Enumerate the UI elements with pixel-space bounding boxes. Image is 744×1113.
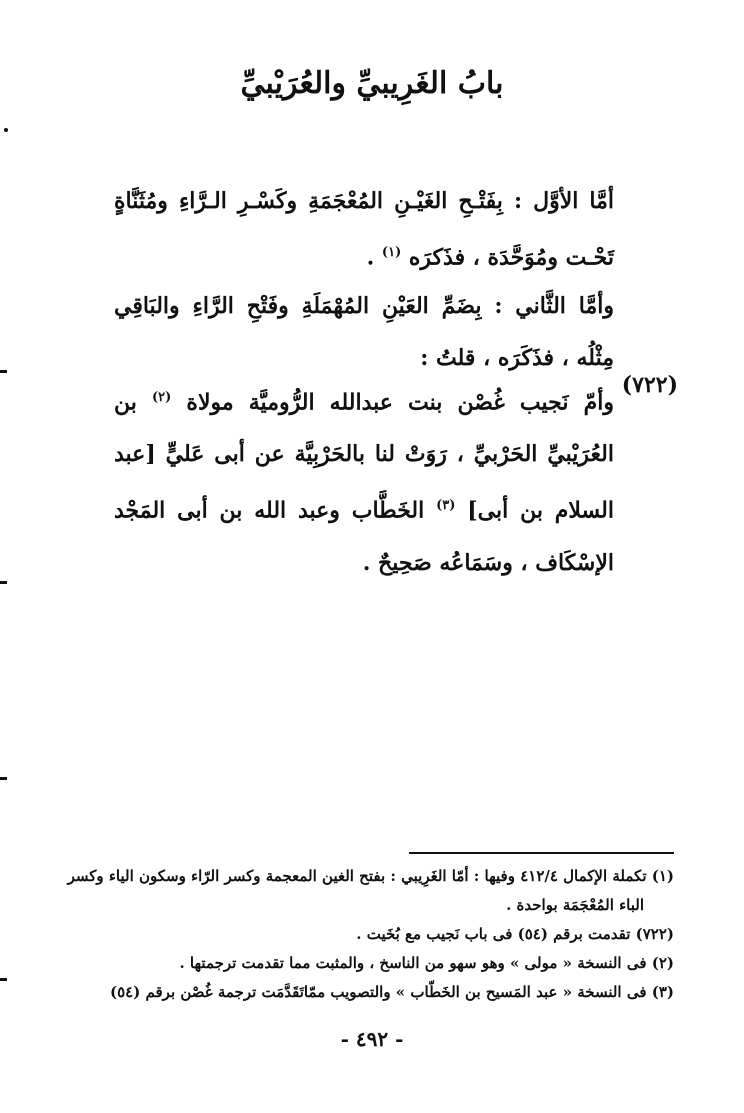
entry-text-part2: بن العُرَيْبيِّ الحَرْبيِّ ، رَوَتْ لنا بالحَرْبِيَّة عن أبى عَليٍّ [عبد السلام بن أبى] — [114, 389, 614, 524]
margin-mark — [0, 581, 7, 584]
footnote-ref-3: (٣) — [436, 498, 456, 514]
margin-mark — [0, 777, 7, 780]
footnote-ref-2: (٢) — [152, 390, 172, 405]
footnote-2: (٢) فى النسخة « مولى » وهو سهو من الناسخ ، والمثبت مما تقدمت ترجمتها . — [179, 954, 674, 972]
margin-mark — [0, 978, 7, 981]
paragraph-second-text: وأمَّا الثَّاني : بِضَمِّ العَيْنِ المُهْمَلَةِ وفَتْحِ الرَّاءِ والبَاقِي مِثْلُه ، فذَكَرَه ، قلتُ : — [114, 293, 614, 371]
margin-mark — [0, 370, 7, 373]
entry-text-part3: الخَطَّاب وعبد الله بن أبى المَجْد الإسْكَاف ، وسَمَاعُه صَحِيحٌ . — [114, 497, 614, 576]
footnote-1-line-2: الباء المُعْجَمَة بواحدة . — [506, 896, 644, 914]
paragraph-first — [114, 175, 614, 283]
footnote-1-line-1: (١) تكملة الإكمال ٤١٢/٤ وفيها : أمّا الغَرِيبي : بفتح الغين المعجمة وكسر الرّاء وسكون الياء وكسر — [67, 867, 674, 885]
footnotes — [44, 862, 674, 1007]
paragraph-first-end: . — [366, 244, 375, 271]
chapter-title: بابُ الغَرِيبيِّ والعُرَيْبيِّ — [240, 66, 504, 101]
footnote-ref-1: (١) — [381, 245, 402, 260]
footnote-divider — [409, 852, 674, 854]
footnote-3: (٣) فى النسخة « عبد المَسيح بن الخَطّاب » والتصويب ممّاتَقَدَّمَت ترجمة غُصْن برقم (٥٤) — [109, 983, 674, 1001]
entry-number: (٧٢٢) — [621, 372, 678, 398]
paragraph-first-text: أمَّا الأوَّل : بِفَتْـحِ الغَيْـنِ المُعْجَمَةِ وكَسْـرِ الـرَّاءِ ومُثَنَّاةٍ تَحْـت ومُوَحَّدَة ، فذَكرَه — [114, 188, 614, 271]
entry-body — [114, 372, 614, 589]
page-number: - ٤٩٢ - — [340, 1027, 404, 1051]
footnote-722: (٧٢٢) تقدمت برقم (٥٤) فى باب نَجيب مع بُخَيت . — [356, 925, 674, 943]
paragraph-second — [114, 280, 614, 384]
entry-text-part1: وأمّ نَجيب غُصْن بنت عبدالله الرُّوميَّة مولاة — [186, 389, 614, 416]
margin-mark — [4, 128, 8, 132]
